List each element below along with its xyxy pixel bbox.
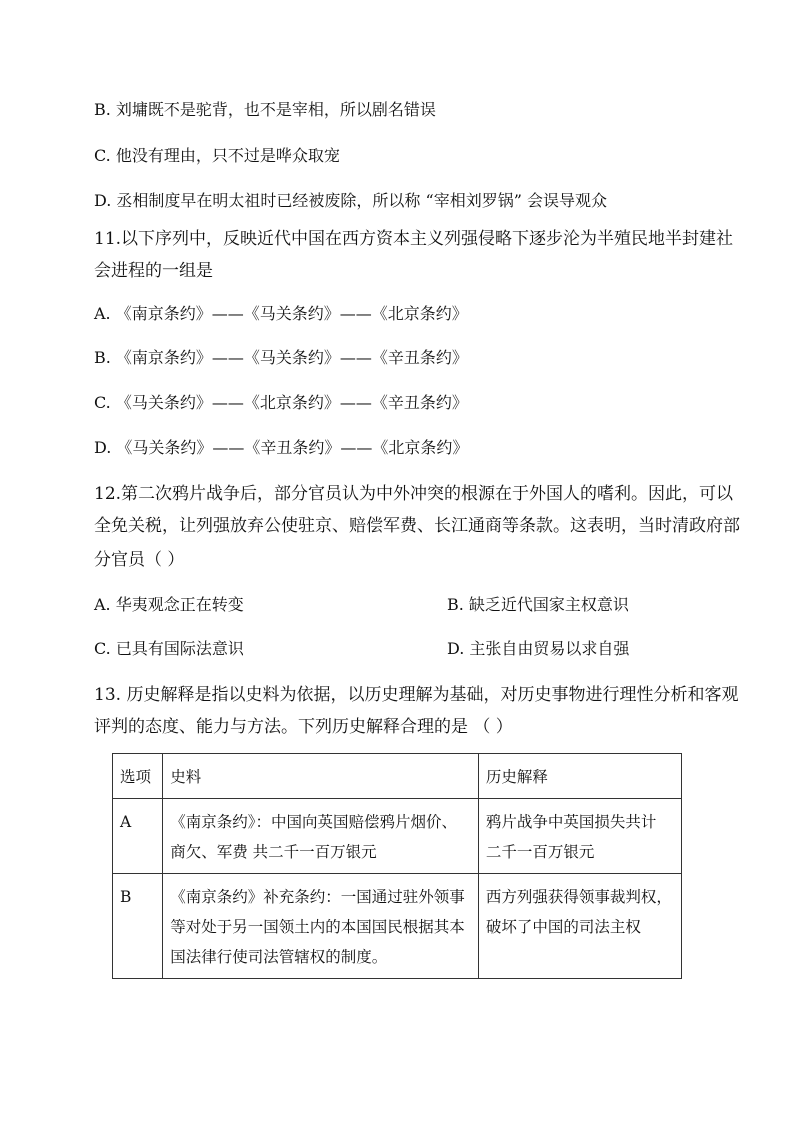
- cell-interpretation-line: 鸦片战争中英国损失共计: [485, 813, 657, 831]
- q11-option-c: C. 《马关条约》——《北京条约》——《辛丑条约》: [94, 393, 468, 412]
- header-option: 选项: [113, 754, 163, 799]
- q13-stem-line2: 评判的态度、能力与方法。下列历史解释合理的是 （ ）: [94, 717, 513, 737]
- cell-interpretation: [478, 799, 681, 874]
- option-c-prev: C. 他没有理由，只不过是哗众取宠: [94, 146, 340, 165]
- cell-source: [163, 799, 479, 874]
- cell-source-line: 《南京条约》补充条约：一国通过驻外领事: [170, 888, 465, 906]
- cell-interpretation-line: 破坏了中国的司法主权: [485, 918, 641, 936]
- q11-stem-line1: 11.以下序列中，反映近代中国在西方资本主义列强侵略下逐步沦为半殖民地半封建社: [94, 229, 734, 249]
- q12-option-b: B. 缺乏近代国家主权意识: [447, 595, 629, 614]
- table-row: [113, 874, 682, 979]
- q12-option-d: D. 主张自由贸易以求自强: [447, 639, 630, 658]
- q12-option-c: C. 已具有国际法意识: [94, 639, 244, 658]
- cell-source: [163, 874, 479, 979]
- table-header-row: [113, 754, 682, 799]
- q12-stem-line3: 分官员（ ）: [94, 550, 185, 570]
- q13-table: [112, 753, 682, 979]
- cell-option: A: [113, 799, 163, 874]
- q11-option-b: B. 《南京条约》——《马关条约》——《辛丑条约》: [94, 348, 468, 367]
- cell-interpretation-line: 西方列强获得领事裁判权，: [485, 888, 672, 906]
- table-row: [113, 799, 682, 874]
- q11-stem-line2: 会进程的一组是: [94, 261, 213, 281]
- cell-interpretation: [478, 874, 681, 979]
- q13-stem-line1: 13. 历史解释是指以史料为依据，以历史理解为基础，对历史事物进行理性分析和客观: [94, 685, 739, 705]
- cell-source-line: 国法律行使司法管辖权的制度。: [170, 948, 388, 966]
- q12-stem-line2: 全免关税，让列强放弃公使驻京、赔偿军费、长江通商等条款。这表明，当时清政府部: [94, 516, 740, 536]
- cell-source-line: 《南京条约》：中国向英国赔偿鸦片烟价、: [170, 813, 458, 831]
- option-d-prev: D. 丞相制度早在明太祖时已经被废除，所以称 “宰相刘罗锅” 会误导观众: [94, 191, 607, 210]
- cell-option: B: [113, 874, 163, 979]
- cell-source-line: 商欠、军费 共二千一百万银元: [170, 843, 377, 861]
- q12-stem-line1: 12.第二次鸦片战争后，部分官员认为中外冲突的根源在于外国人的嗜利。因此，可以: [94, 484, 734, 504]
- cell-interpretation-line: 二千一百万银元: [485, 843, 595, 861]
- header-source: 史料: [163, 754, 479, 799]
- q11-option-a: A. 《南京条约》——《马关条约》——《北京条约》: [94, 304, 468, 323]
- q12-option-a: A. 华夷观念正在转变: [94, 595, 244, 614]
- option-b-prev: B. 刘墉既不是驼背，也不是宰相，所以剧名错误: [94, 100, 436, 119]
- header-interpretation: 历史解释: [478, 754, 681, 799]
- cell-source-line: 等对处于另一国领土内的本国国民根据其本: [170, 918, 465, 936]
- q11-option-d: D. 《马关条约》——《辛丑条约》——《北京条约》: [94, 438, 469, 457]
